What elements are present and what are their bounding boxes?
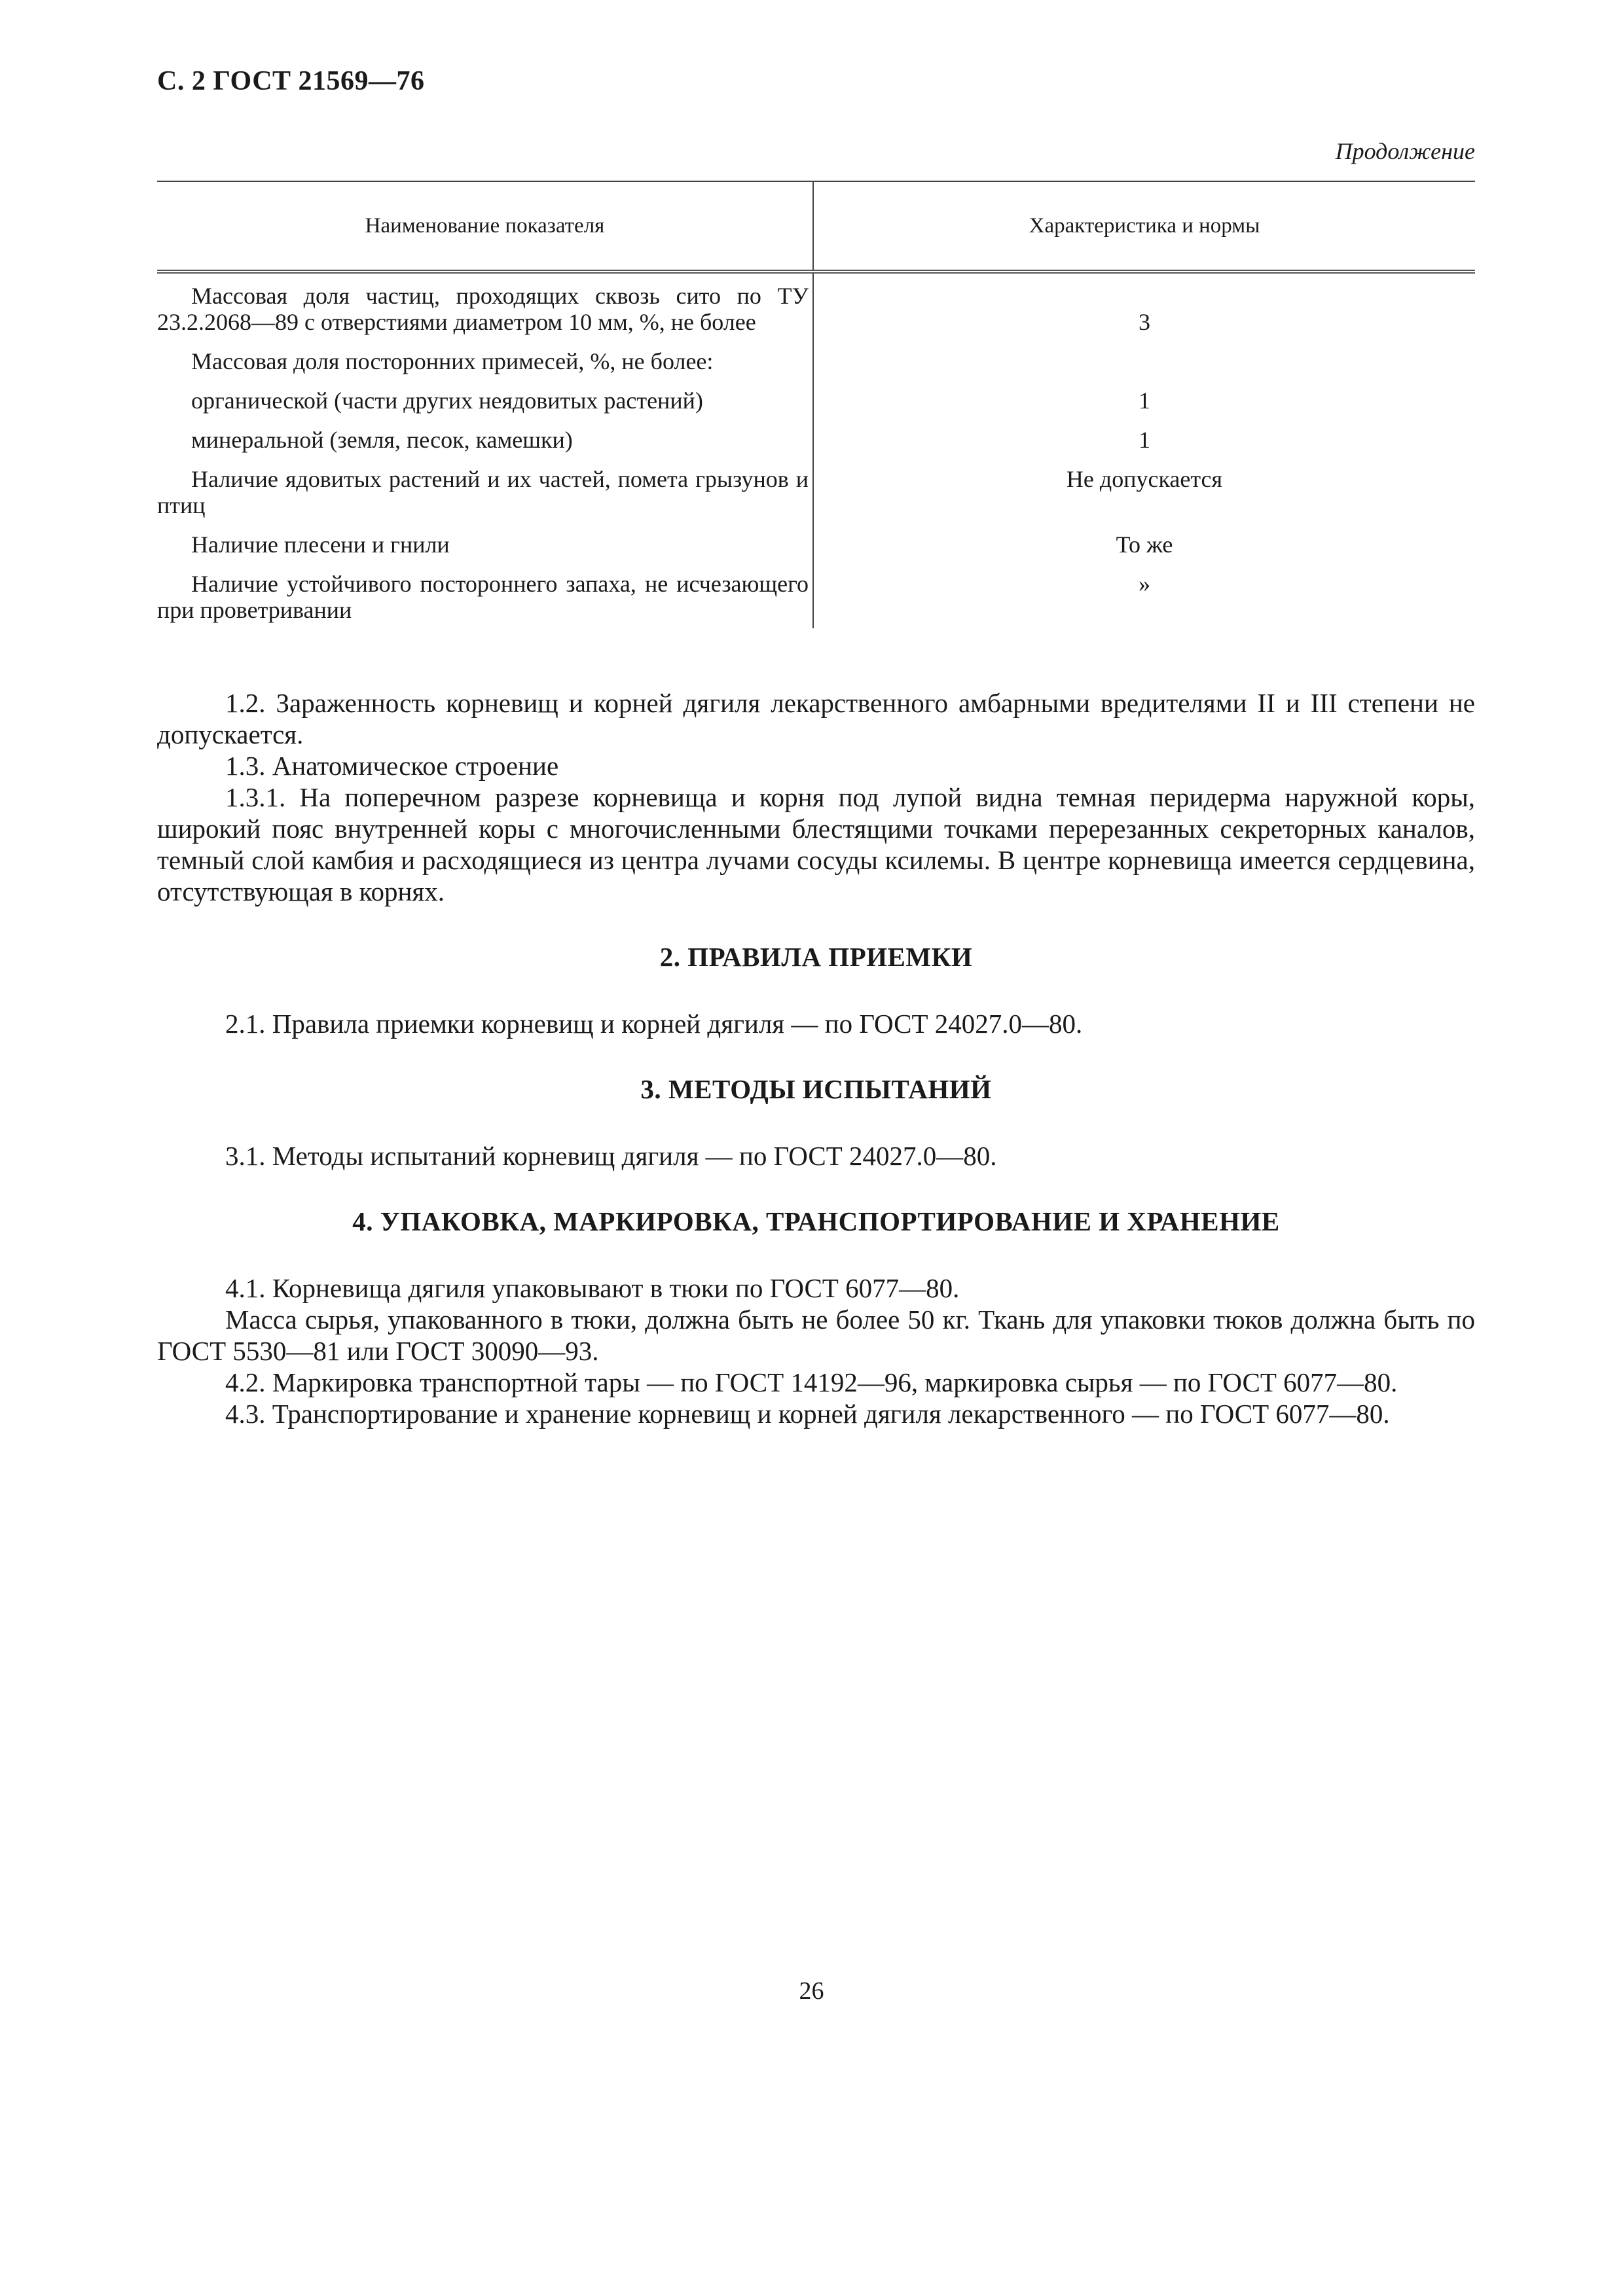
- indicator-norm: [813, 335, 1475, 374]
- indicator-norm: 3: [1139, 309, 1150, 335]
- indicator-name: органической (части других неядовитых растений): [157, 374, 813, 414]
- paragraph-3-1: 3.1. Методы испытаний корневищ дягиля — по ГОСТ 24027.0—80.: [225, 1141, 997, 1171]
- table-row: [157, 272, 1475, 335]
- indicator-name: Наличие устойчивого постороннего запаха, не исчезающего при проветривании: [157, 558, 813, 628]
- document-code: С. 2 ГОСТ 21569—76: [157, 66, 425, 96]
- indicator-norm: 1: [1139, 387, 1150, 414]
- paragraph-4-1-mass: Масса сырья, упакованного в тюки, должна быть не более 50 кг. Ткань для упаковки тюков должна быть по ГОСТ 5530—81 или ГОСТ 30090—93.: [157, 1304, 1475, 1366]
- indicator-norm: То же: [1116, 531, 1173, 558]
- requirements-table: [157, 181, 1475, 628]
- table-row: [157, 518, 1475, 558]
- table-row: [157, 374, 1475, 414]
- table-row: [157, 335, 1475, 374]
- section-2-title: 2. ПРАВИЛА ПРИЕМКИ: [659, 942, 973, 972]
- paragraph-4-3: 4.3. Транспортирование и хранение корневищ и корней дягиля лекарственного — по ГОСТ 6077—80.: [225, 1399, 1390, 1429]
- table-continuation-label: Продолжение: [1335, 138, 1475, 164]
- paragraph-1-2: 1.2. Зараженность корневищ и корней дягиля лекарственного амбарными вредителями II и III степени не допускается.: [157, 688, 1475, 749]
- section-4-title: 4. УПАКОВКА, МАРКИРОВКА, ТРАНСПОРТИРОВАНИЕ И ХРАНЕНИЕ: [352, 1206, 1280, 1236]
- table-row: [157, 414, 1475, 453]
- column-header-norms: Характеристика и нормы: [813, 181, 1475, 272]
- indicator-name: Массовая доля посторонних примесей, %, не более:: [157, 335, 813, 374]
- indicator-name: Наличие ядовитых растений и их частей, помета грызунов и птиц: [157, 453, 813, 518]
- document-body: [157, 687, 1475, 1429]
- indicator-name: минеральной (земля, песок, камешки): [157, 414, 813, 453]
- table-row: [157, 558, 1475, 628]
- paragraph-4-2: 4.2. Маркировка транспортной тары — по ГОСТ 14192—96, маркировка сырья — по ГОСТ 6077—80.: [225, 1367, 1398, 1397]
- paragraph-1-3-1: 1.3.1. На поперечном разрезе корневища и корня под лупой видна темная перидерма наружной коры, широкий пояс внутренней коры с многочисленными блестящими точками перерезанных секреторных каналов, темный слой камбия и расходящиеся из центра лучами сосуды ксилемы. В центре корневища имеется сердцевина, отсутствующая в корнях.: [157, 782, 1475, 906]
- table-row: [157, 453, 1475, 518]
- paragraph-4-1: 4.1. Корневища дягиля упаковывают в тюки по ГОСТ 6077—80.: [225, 1273, 960, 1303]
- indicator-norm: »: [1139, 571, 1150, 597]
- page-number: 26: [799, 1977, 824, 2005]
- indicator-norm: Не допускается: [1066, 466, 1223, 492]
- paragraph-1-3: 1.3. Анатомическое строение: [225, 751, 559, 781]
- indicator-name: Массовая доля частиц, проходящих сквозь сито по ТУ 23.2.2068—89 с отверстиями диаметром 10 мм, %, не более: [157, 272, 813, 335]
- indicator-name: Наличие плесени и гнили: [157, 518, 813, 558]
- indicator-norm: 1: [1139, 427, 1150, 453]
- paragraph-2-1: 2.1. Правила приемки корневищ и корней дягиля — по ГОСТ 24027.0—80.: [225, 1009, 1083, 1039]
- column-header-indicator: Наименование показателя: [157, 181, 813, 272]
- section-3-title: 3. МЕТОДЫ ИСПЫТАНИЙ: [640, 1074, 992, 1104]
